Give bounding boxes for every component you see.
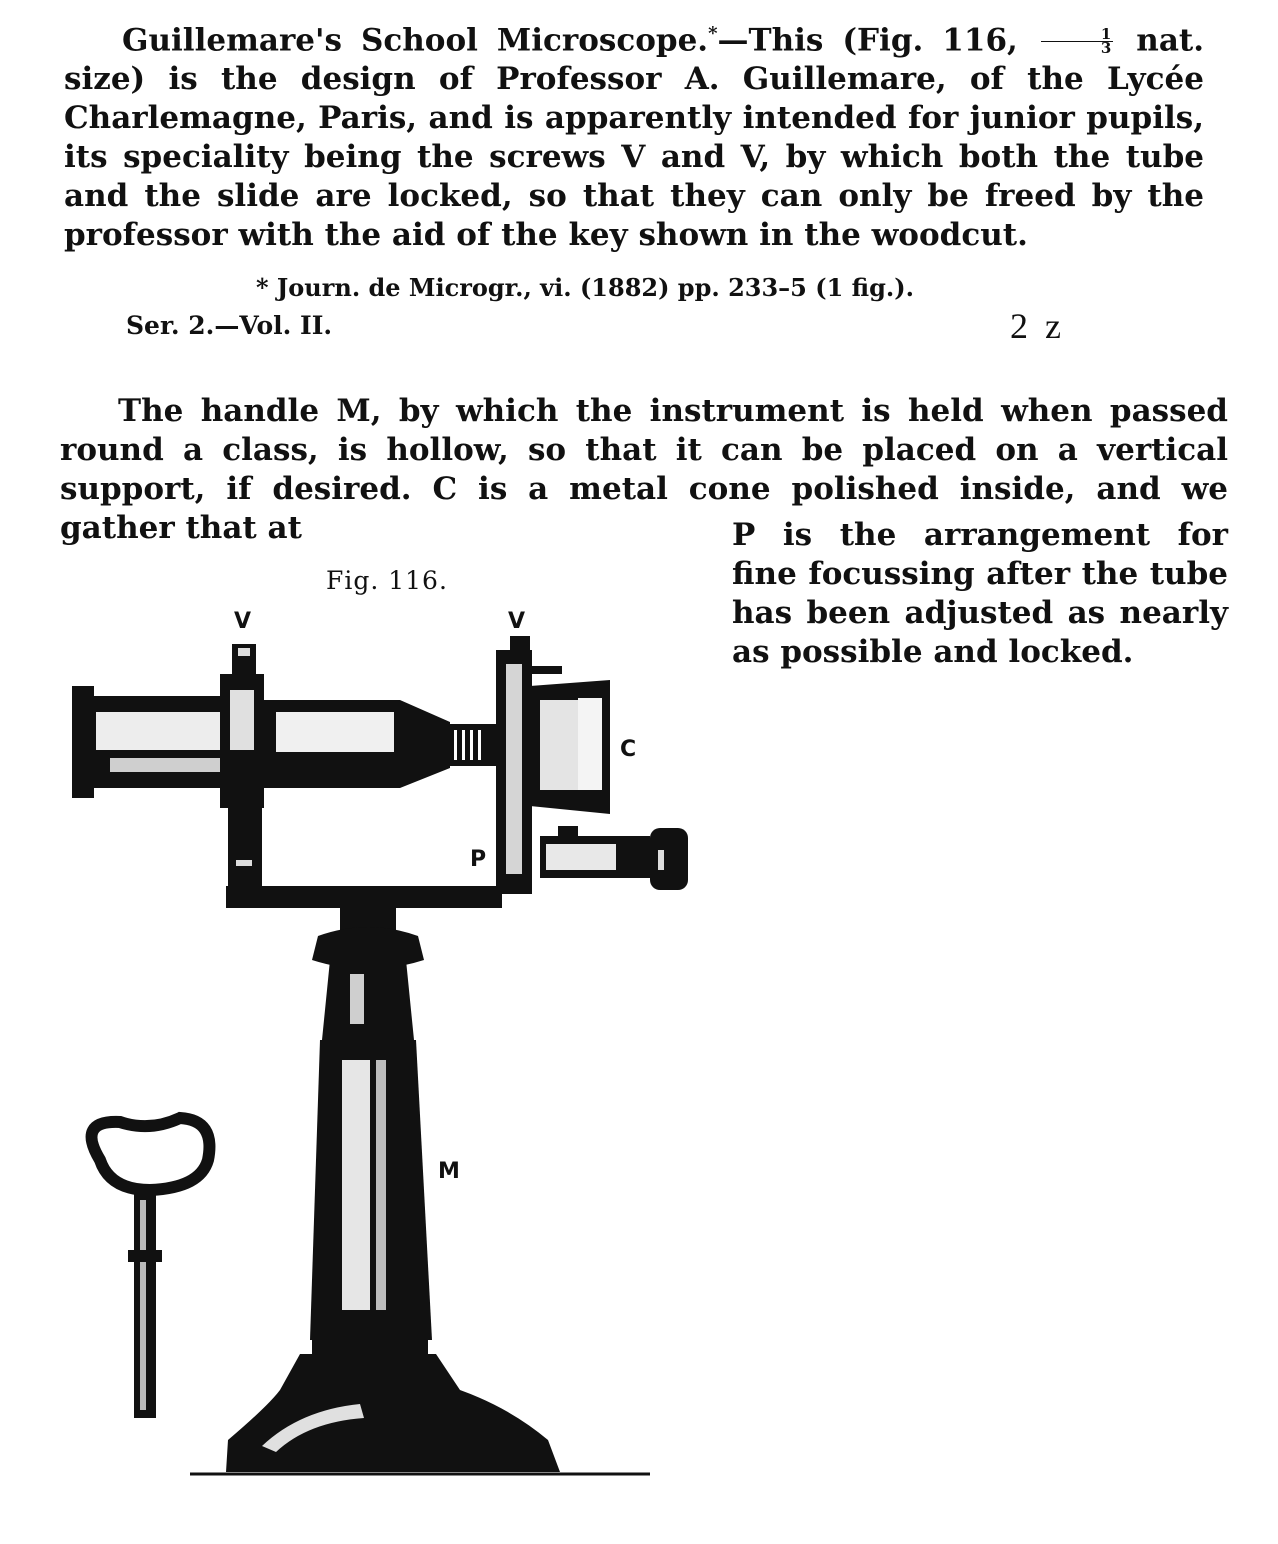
paragraph-handle-full: The handle M, by which the instrument is held when passed round a class, is hollow, so that it can be placed on a vertical support, if desired. C is a metal cone polished inside, and we gather that at [60, 393, 1228, 546]
microscope-tube [72, 674, 498, 808]
fraction-numerator: 1 [1041, 28, 1113, 42]
signature-mark: 2 z [1010, 306, 1065, 346]
series-volume-line: Ser. 2.—Vol. II. [126, 311, 333, 340]
fine-focus-p [540, 826, 688, 890]
intro-text-part2: nat. size) is the design of Professor A. Guillemare, of the Lycée Charlemagne, Paris, and is apparently intended for junior pupils, its speciality being the screws V and V, by which both the tube and the slide are locked, so that they can only be freed by the professor with the aid of the key shown in the woodcut. [64, 22, 1205, 254]
intro-text-part1: —This (Fig. 116, [717, 22, 1037, 59]
key [92, 1118, 210, 1418]
tube-support-post [228, 798, 262, 890]
microscope-woodcut [40, 600, 740, 1500]
label-c: C [620, 737, 637, 762]
fraction-denominator: 3 [1100, 39, 1112, 58]
cone-c [530, 680, 610, 814]
article-title: Guillemare's School Microscope. [122, 22, 709, 59]
figure-caption: Fig. 116. [326, 566, 448, 595]
label-v-right: V [508, 609, 526, 634]
label-v-left: V [234, 609, 252, 634]
label-m: M [438, 1159, 460, 1184]
screw-v-left [232, 644, 256, 676]
footnote: * Journ. de Microgr., vi. (1882) pp. 233–5 (1 fig.). [256, 273, 914, 302]
handle-m [310, 908, 432, 1354]
cross-bar [226, 886, 502, 908]
fraction-one-third [1041, 25, 1113, 58]
microscope-foot [190, 1354, 650, 1474]
paragraph-handle-column: P is the arrangement for fine focussing after the tube has been adjusted as nearly as possible and locked. [732, 517, 1228, 670]
label-p: P [470, 847, 487, 872]
paragraph-intro [64, 14, 1204, 255]
footnote-marker: * [708, 23, 718, 44]
